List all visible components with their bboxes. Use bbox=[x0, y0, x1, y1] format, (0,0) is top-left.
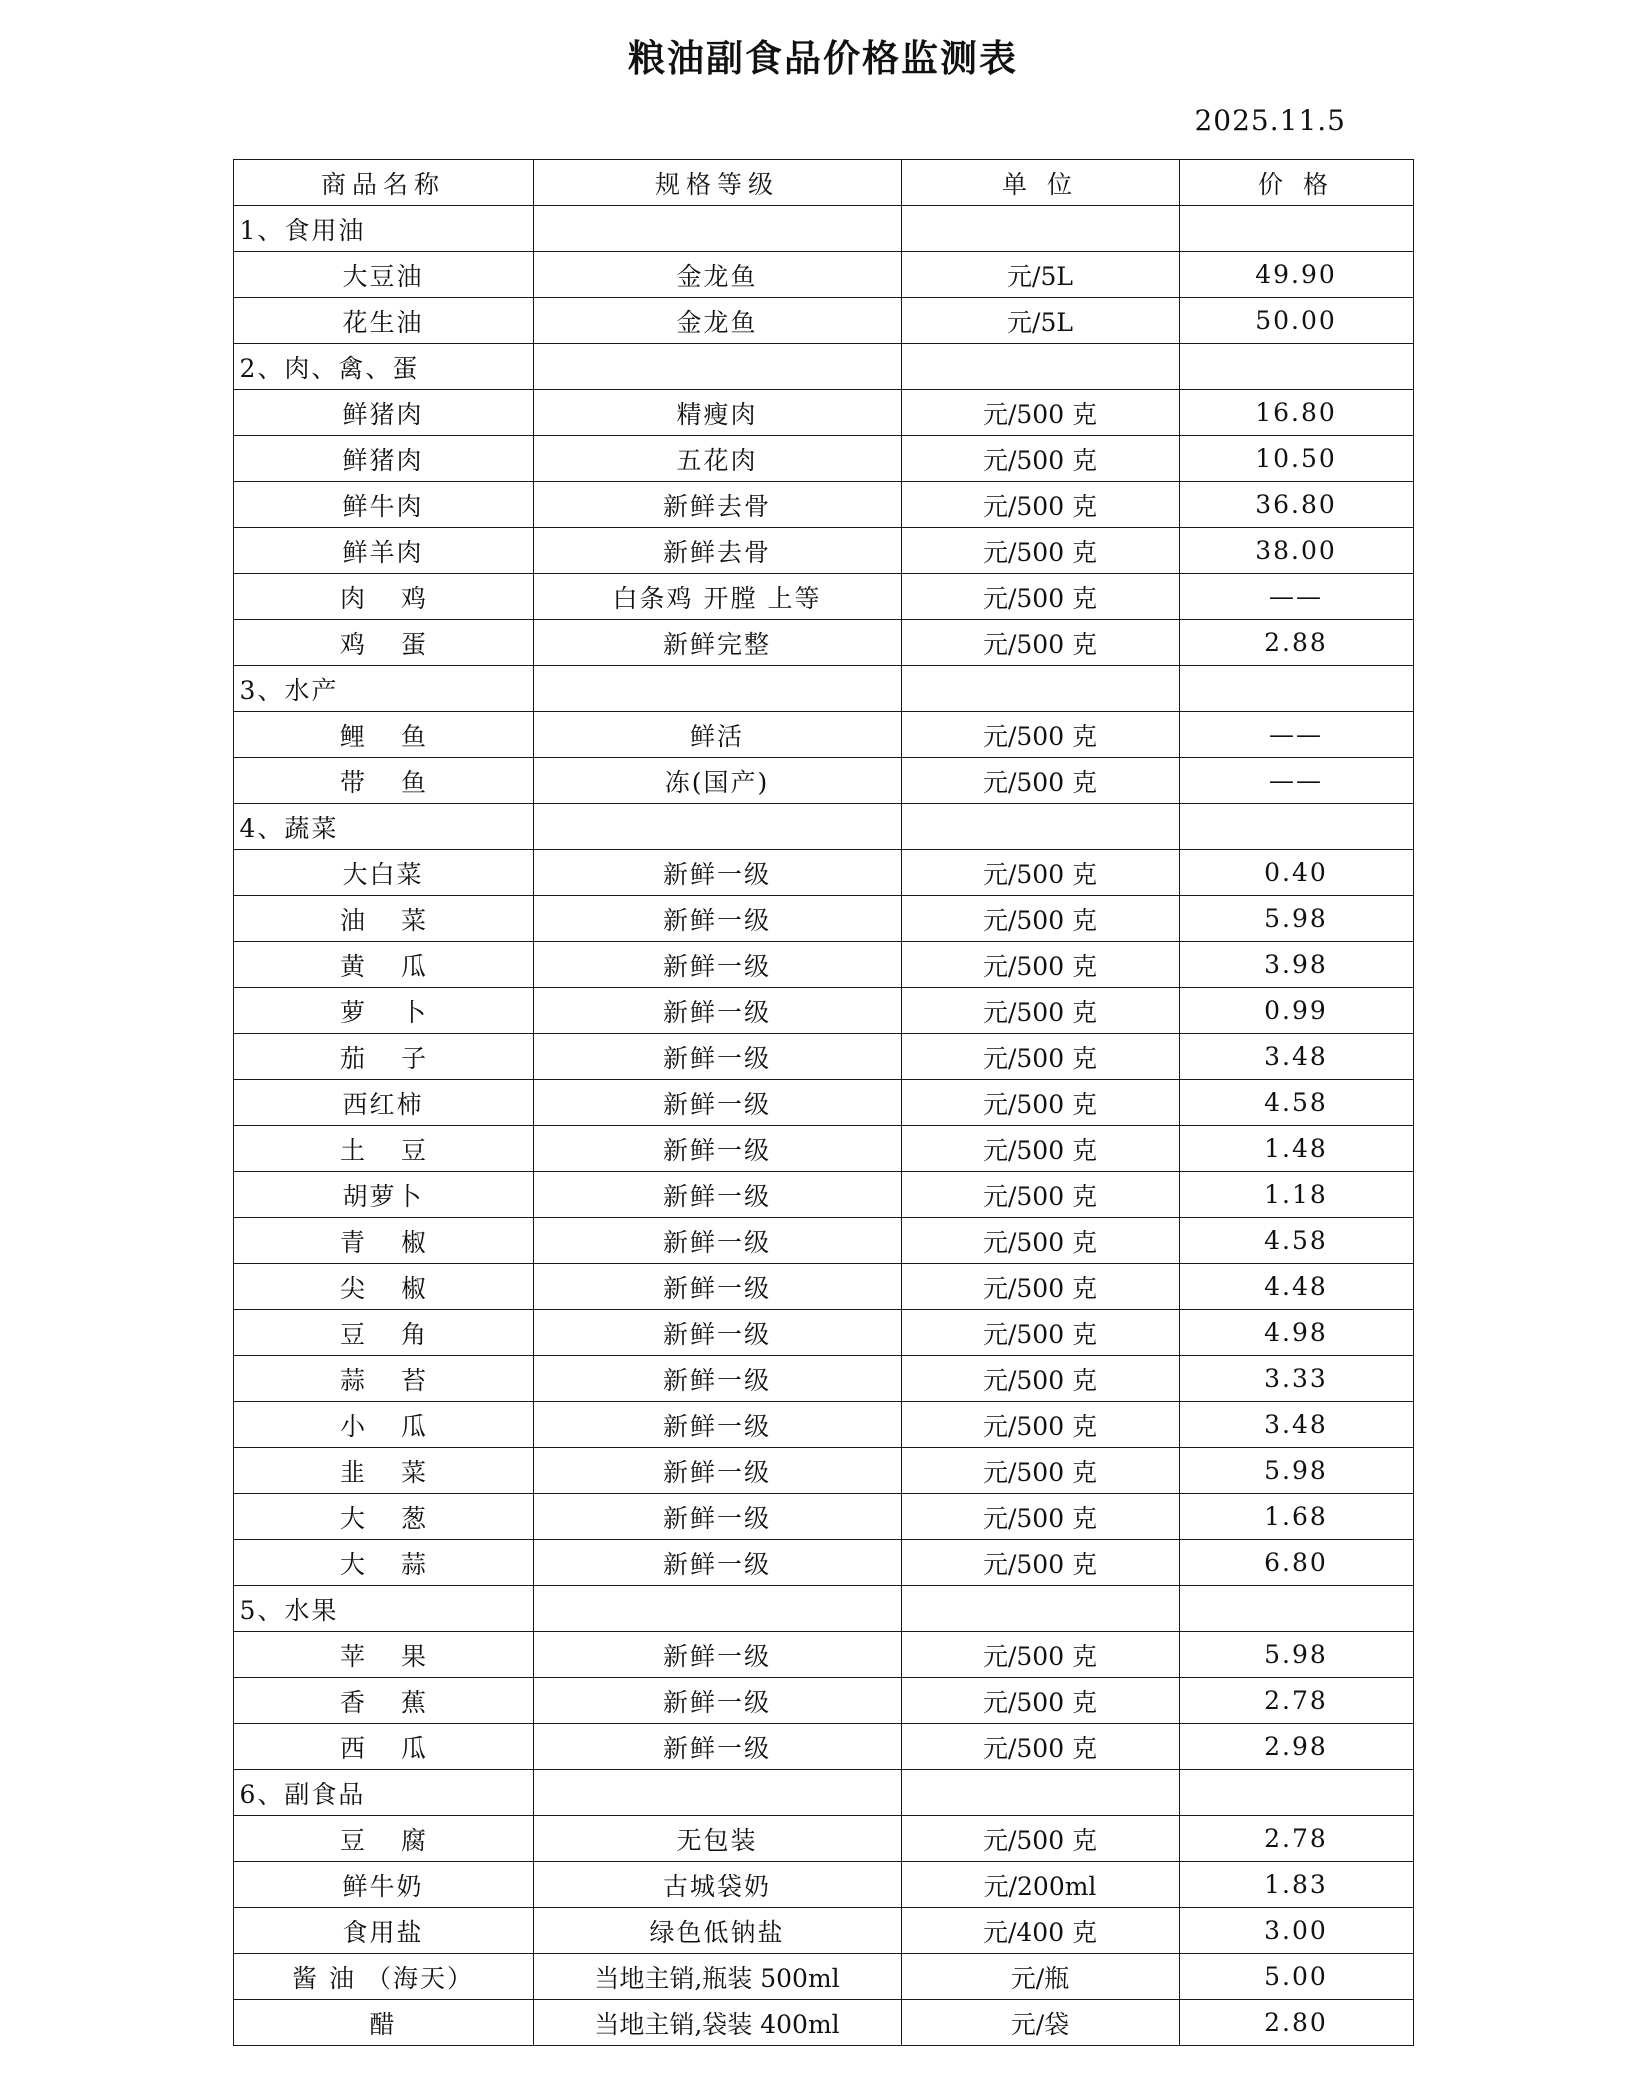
table-row bbox=[233, 1310, 1413, 1356]
item-name: 鲜牛奶 bbox=[233, 1862, 533, 1908]
item-unit: 元/500 克 bbox=[901, 1310, 1179, 1356]
item-price: 4.98 bbox=[1179, 1310, 1413, 1356]
item-price: 10.50 bbox=[1179, 436, 1413, 482]
item-unit: 元/200ml bbox=[901, 1862, 1179, 1908]
item-unit: 元/500 克 bbox=[901, 1724, 1179, 1770]
column-header-name: 商品名称 bbox=[233, 160, 533, 206]
item-price: 4.58 bbox=[1179, 1080, 1413, 1126]
item-unit: 元/500 克 bbox=[901, 1402, 1179, 1448]
item-unit bbox=[901, 344, 1179, 390]
item-unit: 元/500 克 bbox=[901, 1448, 1179, 1494]
item-spec: 当地主销,瓶装 500ml bbox=[533, 1954, 901, 2000]
item-price bbox=[1179, 804, 1413, 850]
column-header-price: 价 格 bbox=[1179, 160, 1413, 206]
item-unit: 元/500 克 bbox=[901, 896, 1179, 942]
item-name: 豆 角 bbox=[233, 1310, 533, 1356]
category-label: 6、副食品 bbox=[233, 1770, 533, 1816]
table-row bbox=[233, 758, 1413, 804]
item-spec: 五花肉 bbox=[533, 436, 901, 482]
item-price: 36.80 bbox=[1179, 482, 1413, 528]
item-unit: 元/500 克 bbox=[901, 436, 1179, 482]
table-row bbox=[233, 482, 1413, 528]
item-price: 2.98 bbox=[1179, 1724, 1413, 1770]
item-price bbox=[1179, 1770, 1413, 1816]
table-row bbox=[233, 1402, 1413, 1448]
item-unit bbox=[901, 666, 1179, 712]
item-spec: 当地主销,袋装 400ml bbox=[533, 2000, 901, 2046]
item-price: 3.48 bbox=[1179, 1402, 1413, 1448]
item-price: 3.98 bbox=[1179, 942, 1413, 988]
item-name: 带 鱼 bbox=[233, 758, 533, 804]
item-price: 49.90 bbox=[1179, 252, 1413, 298]
item-unit: 元/500 克 bbox=[901, 1356, 1179, 1402]
item-spec bbox=[533, 666, 901, 712]
item-unit: 元/500 克 bbox=[901, 942, 1179, 988]
item-spec: 新鲜去骨 bbox=[533, 528, 901, 574]
item-unit: 元/500 克 bbox=[901, 1034, 1179, 1080]
item-unit: 元/500 克 bbox=[901, 1540, 1179, 1586]
item-spec bbox=[533, 804, 901, 850]
item-price: —— bbox=[1179, 758, 1413, 804]
item-spec: 新鲜一级 bbox=[533, 1678, 901, 1724]
item-price bbox=[1179, 1586, 1413, 1632]
item-unit bbox=[901, 206, 1179, 252]
table-row bbox=[233, 1908, 1413, 1954]
table-row bbox=[233, 1356, 1413, 1402]
item-name: 鲜猪肉 bbox=[233, 436, 533, 482]
category-label: 4、蔬菜 bbox=[233, 804, 533, 850]
item-spec: 新鲜一级 bbox=[533, 942, 901, 988]
item-name: 肉 鸡 bbox=[233, 574, 533, 620]
table-category-row bbox=[233, 344, 1413, 390]
page-title: 粮油副食品价格监测表 bbox=[628, 36, 1018, 80]
item-spec: 古城袋奶 bbox=[533, 1862, 901, 1908]
item-name: 鲜羊肉 bbox=[233, 528, 533, 574]
item-unit: 元/500 克 bbox=[901, 1126, 1179, 1172]
item-name: 土 豆 bbox=[233, 1126, 533, 1172]
item-name: 食用盐 bbox=[233, 1908, 533, 1954]
item-name: 胡萝卜 bbox=[233, 1172, 533, 1218]
category-label: 5、水果 bbox=[233, 1586, 533, 1632]
table-row bbox=[233, 1494, 1413, 1540]
item-price: 50.00 bbox=[1179, 298, 1413, 344]
item-unit: 元/500 克 bbox=[901, 712, 1179, 758]
item-price: 0.99 bbox=[1179, 988, 1413, 1034]
table-row bbox=[233, 1264, 1413, 1310]
item-price bbox=[1179, 666, 1413, 712]
column-header-spec: 规格等级 bbox=[533, 160, 901, 206]
item-price: 0.40 bbox=[1179, 850, 1413, 896]
item-price: 1.68 bbox=[1179, 1494, 1413, 1540]
item-spec: 新鲜一级 bbox=[533, 988, 901, 1034]
item-spec: 新鲜一级 bbox=[533, 1218, 901, 1264]
item-price bbox=[1179, 344, 1413, 390]
item-name: 茄 子 bbox=[233, 1034, 533, 1080]
category-label: 1、食用油 bbox=[233, 206, 533, 252]
item-price: 38.00 bbox=[1179, 528, 1413, 574]
item-name: 苹 果 bbox=[233, 1632, 533, 1678]
table-row bbox=[233, 574, 1413, 620]
item-name: 香 蕉 bbox=[233, 1678, 533, 1724]
item-spec: 新鲜一级 bbox=[533, 1402, 901, 1448]
item-price: —— bbox=[1179, 574, 1413, 620]
item-spec: 新鲜一级 bbox=[533, 1034, 901, 1080]
item-price: 4.58 bbox=[1179, 1218, 1413, 1264]
table-header-row bbox=[233, 160, 1413, 206]
table-row bbox=[233, 850, 1413, 896]
item-unit: 元/5L bbox=[901, 252, 1179, 298]
table-row bbox=[233, 1862, 1413, 1908]
table-row bbox=[233, 1034, 1413, 1080]
item-unit: 元/500 克 bbox=[901, 390, 1179, 436]
item-name: 大豆油 bbox=[233, 252, 533, 298]
item-price: 1.83 bbox=[1179, 1862, 1413, 1908]
item-spec: 新鲜一级 bbox=[533, 1080, 901, 1126]
table-header bbox=[233, 160, 1413, 206]
item-unit: 元/500 克 bbox=[901, 988, 1179, 1034]
item-unit: 元/袋 bbox=[901, 2000, 1179, 2046]
table-row bbox=[233, 1816, 1413, 1862]
item-name: 西 瓜 bbox=[233, 1724, 533, 1770]
item-price: 5.98 bbox=[1179, 1448, 1413, 1494]
category-label: 3、水产 bbox=[233, 666, 533, 712]
item-unit bbox=[901, 1770, 1179, 1816]
table-row bbox=[233, 528, 1413, 574]
item-name: 尖 椒 bbox=[233, 1264, 533, 1310]
item-unit: 元/500 克 bbox=[901, 528, 1179, 574]
item-unit: 元/500 克 bbox=[901, 620, 1179, 666]
table-row bbox=[233, 436, 1413, 482]
item-spec: 新鲜一级 bbox=[533, 1632, 901, 1678]
table-row bbox=[233, 298, 1413, 344]
table-category-row bbox=[233, 666, 1413, 712]
item-unit: 元/500 克 bbox=[901, 1632, 1179, 1678]
item-spec bbox=[533, 344, 901, 390]
item-price: 1.18 bbox=[1179, 1172, 1413, 1218]
item-price: 5.00 bbox=[1179, 1954, 1413, 2000]
item-spec: 新鲜一级 bbox=[533, 1724, 901, 1770]
item-spec: 白条鸡 开膛 上等 bbox=[533, 574, 901, 620]
item-unit: 元/500 克 bbox=[901, 1218, 1179, 1264]
item-spec: 新鲜一级 bbox=[533, 1264, 901, 1310]
table-row bbox=[233, 1448, 1413, 1494]
table-row bbox=[233, 896, 1413, 942]
table-row bbox=[233, 1954, 1413, 2000]
price-monitor-table bbox=[233, 159, 1414, 2046]
item-price: 5.98 bbox=[1179, 1632, 1413, 1678]
item-name: 小 瓜 bbox=[233, 1402, 533, 1448]
item-name: 醋 bbox=[233, 2000, 533, 2046]
item-spec: 新鲜一级 bbox=[533, 1356, 901, 1402]
table-category-row bbox=[233, 804, 1413, 850]
item-unit: 元/500 克 bbox=[901, 1080, 1179, 1126]
item-name: 西红柿 bbox=[233, 1080, 533, 1126]
item-name: 蒜 苔 bbox=[233, 1356, 533, 1402]
item-spec: 鲜活 bbox=[533, 712, 901, 758]
item-price: 16.80 bbox=[1179, 390, 1413, 436]
item-unit: 元/500 克 bbox=[901, 850, 1179, 896]
table-category-row bbox=[233, 1586, 1413, 1632]
item-name: 鸡 蛋 bbox=[233, 620, 533, 666]
item-unit: 元/5L bbox=[901, 298, 1179, 344]
item-price: 2.78 bbox=[1179, 1678, 1413, 1724]
item-price: 1.48 bbox=[1179, 1126, 1413, 1172]
item-spec: 新鲜一级 bbox=[533, 1310, 901, 1356]
item-unit bbox=[901, 804, 1179, 850]
table-row bbox=[233, 942, 1413, 988]
table-row bbox=[233, 712, 1413, 758]
table-category-row bbox=[233, 206, 1413, 252]
item-spec: 绿色低钠盐 bbox=[533, 1908, 901, 1954]
item-spec: 新鲜一级 bbox=[533, 1540, 901, 1586]
item-name: 大白菜 bbox=[233, 850, 533, 896]
table-row bbox=[233, 2000, 1413, 2046]
item-unit bbox=[901, 1586, 1179, 1632]
item-spec: 冻(国产) bbox=[533, 758, 901, 804]
item-spec bbox=[533, 1770, 901, 1816]
item-spec: 无包装 bbox=[533, 1816, 901, 1862]
item-name: 萝 卜 bbox=[233, 988, 533, 1034]
table-row bbox=[233, 1080, 1413, 1126]
item-price: 5.98 bbox=[1179, 896, 1413, 942]
item-unit: 元/500 克 bbox=[901, 1816, 1179, 1862]
item-spec: 精瘦肉 bbox=[533, 390, 901, 436]
item-price: 4.48 bbox=[1179, 1264, 1413, 1310]
item-spec: 新鲜一级 bbox=[533, 1494, 901, 1540]
item-price: —— bbox=[1179, 712, 1413, 758]
table-row bbox=[233, 1172, 1413, 1218]
item-unit: 元/500 克 bbox=[901, 1494, 1179, 1540]
table-row bbox=[233, 1126, 1413, 1172]
item-unit: 元/500 克 bbox=[901, 758, 1179, 804]
item-price: 3.33 bbox=[1179, 1356, 1413, 1402]
item-spec: 新鲜去骨 bbox=[533, 482, 901, 528]
item-spec: 新鲜一级 bbox=[533, 896, 901, 942]
item-name: 韭 菜 bbox=[233, 1448, 533, 1494]
table-row bbox=[233, 1218, 1413, 1264]
column-header-unit: 单 位 bbox=[901, 160, 1179, 206]
item-price: 2.88 bbox=[1179, 620, 1413, 666]
item-unit: 元/500 克 bbox=[901, 574, 1179, 620]
table-row bbox=[233, 1540, 1413, 1586]
table-row bbox=[233, 1678, 1413, 1724]
table-row bbox=[233, 1632, 1413, 1678]
item-spec: 金龙鱼 bbox=[533, 298, 901, 344]
item-name: 油 菜 bbox=[233, 896, 533, 942]
table-row bbox=[233, 1724, 1413, 1770]
item-spec: 新鲜一级 bbox=[533, 1172, 901, 1218]
item-name: 大 葱 bbox=[233, 1494, 533, 1540]
table-row bbox=[233, 252, 1413, 298]
item-spec bbox=[533, 206, 901, 252]
item-unit: 元/500 克 bbox=[901, 1264, 1179, 1310]
item-name: 豆 腐 bbox=[233, 1816, 533, 1862]
item-spec: 新鲜一级 bbox=[533, 850, 901, 896]
item-price bbox=[1179, 206, 1413, 252]
table-row bbox=[233, 988, 1413, 1034]
item-name: 鲜猪肉 bbox=[233, 390, 533, 436]
item-name: 青 椒 bbox=[233, 1218, 533, 1264]
item-unit: 元/500 克 bbox=[901, 482, 1179, 528]
item-price: 3.48 bbox=[1179, 1034, 1413, 1080]
report-date: 2025.11.5 bbox=[1194, 104, 1346, 137]
document-page bbox=[0, 28, 1646, 2088]
item-unit: 元/400 克 bbox=[901, 1908, 1179, 1954]
item-unit: 元/瓶 bbox=[901, 1954, 1179, 2000]
item-price: 6.80 bbox=[1179, 1540, 1413, 1586]
item-name: 酱 油 （海天） bbox=[233, 1954, 533, 2000]
item-name: 黄 瓜 bbox=[233, 942, 533, 988]
item-spec: 新鲜一级 bbox=[533, 1448, 901, 1494]
item-name: 鲤 鱼 bbox=[233, 712, 533, 758]
table-row bbox=[233, 390, 1413, 436]
item-price: 2.78 bbox=[1179, 1816, 1413, 1862]
item-spec: 新鲜一级 bbox=[533, 1126, 901, 1172]
table-body bbox=[233, 206, 1413, 2046]
item-name: 大 蒜 bbox=[233, 1540, 533, 1586]
item-unit: 元/500 克 bbox=[901, 1172, 1179, 1218]
item-spec: 金龙鱼 bbox=[533, 252, 901, 298]
category-label: 2、肉、禽、蛋 bbox=[233, 344, 533, 390]
item-spec bbox=[533, 1586, 901, 1632]
item-price: 3.00 bbox=[1179, 1908, 1413, 1954]
table-row bbox=[233, 620, 1413, 666]
item-price: 2.80 bbox=[1179, 2000, 1413, 2046]
item-name: 花生油 bbox=[233, 298, 533, 344]
item-name: 鲜牛肉 bbox=[233, 482, 533, 528]
table-category-row bbox=[233, 1770, 1413, 1816]
item-spec: 新鲜完整 bbox=[533, 620, 901, 666]
item-unit: 元/500 克 bbox=[901, 1678, 1179, 1724]
